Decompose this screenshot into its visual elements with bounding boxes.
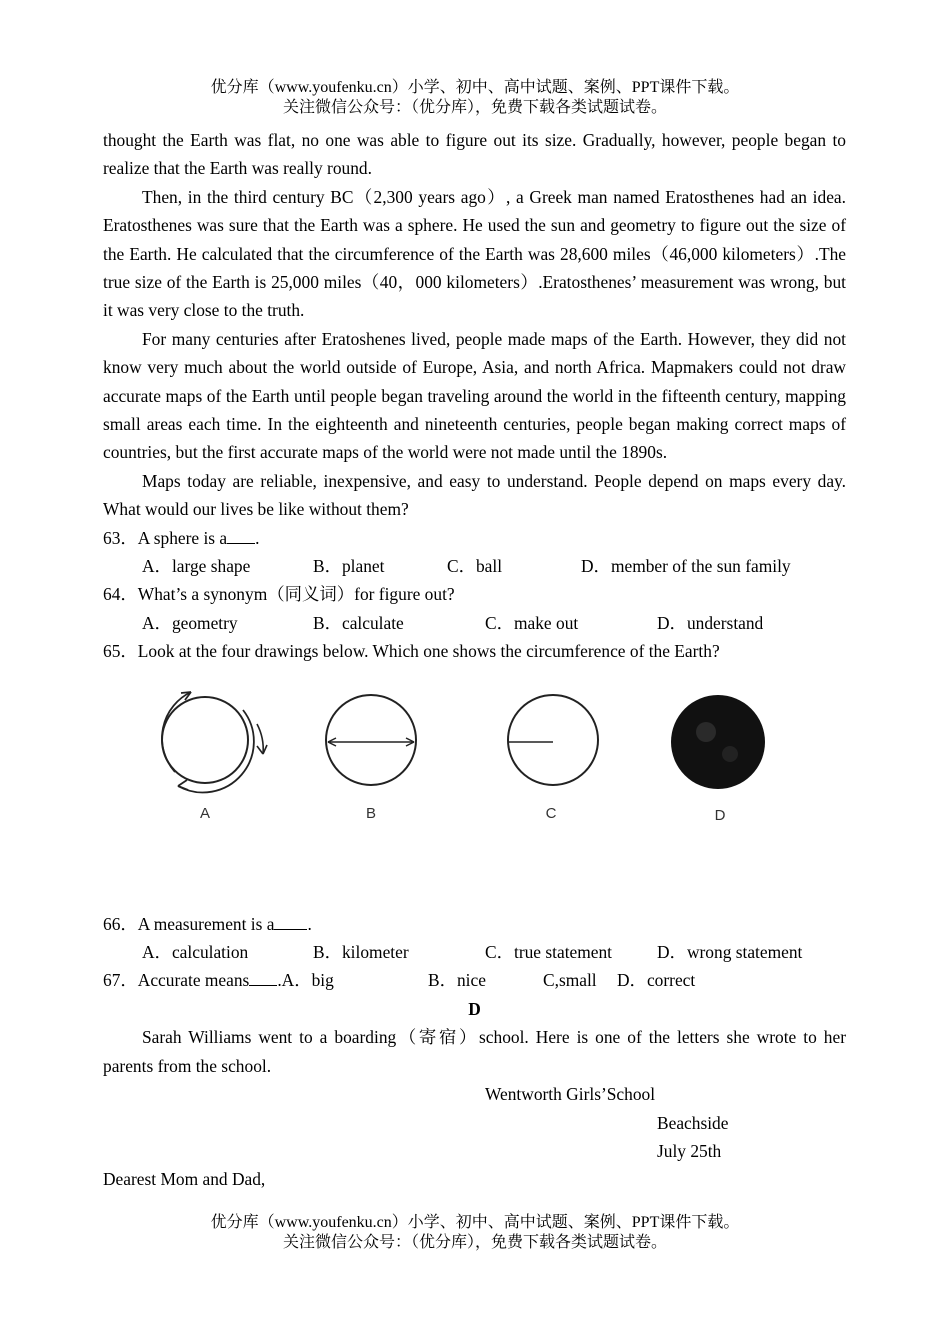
letter-address-school: Wentworth Girls’School xyxy=(485,1084,656,1105)
option-b: B．planet xyxy=(313,556,385,577)
question-63-options xyxy=(103,552,846,580)
drawing-a-label: A xyxy=(199,804,210,822)
page-footer xyxy=(0,1213,950,1253)
question-66: 66．A measurement is a . xyxy=(103,910,846,938)
letter-salutation: Dearest Mom and Dad, xyxy=(103,1169,266,1190)
drawing-a xyxy=(153,684,273,822)
filled-circle-drawing xyxy=(668,684,768,804)
section-d-heading: D xyxy=(468,998,481,1019)
passage-paragraph-4: Maps today are reliable, inexpensive, and easy to understand. People depend on maps every day. What would our lives be like without them? xyxy=(103,470,846,520)
header-line-2: 关注微信公众号：（优分库），免费下载各类试题试卷。 xyxy=(282,99,667,116)
option-c: C．make out xyxy=(485,612,579,633)
option-d: D．correct xyxy=(617,970,696,991)
circle-drawings xyxy=(103,666,846,910)
question-67 xyxy=(103,966,846,994)
option-a: .A．big xyxy=(277,970,334,991)
question-67-stem: 67．Accurate means xyxy=(103,970,250,991)
option-d: D．understand xyxy=(657,612,764,633)
option-b: B．kilometer xyxy=(313,942,409,963)
option-b: B．calculate xyxy=(313,612,404,633)
radius-drawing xyxy=(503,684,603,804)
option-d: D．wrong statement xyxy=(657,942,803,963)
letter-address-town: Beachside xyxy=(657,1112,729,1133)
passage-paragraph-2: Then, in the third century BC（2,300 years ago）, a Greek man named Eratosthenes had an idea. Eratosthenes was sure that the Earth was a sphere. He used the sun and geometry to figure out the size of the Earth. He calculated that the circumference of the Earth was 28,600 miles（46,000 kilometers）.The true size of the Earth is 25,000 miles（40，000 kilometers）.Eratosthenes’ measurement was wrong, but it was very close to the truth. xyxy=(103,186,846,321)
option-a: A．geometry xyxy=(142,612,238,633)
diameter-drawing xyxy=(321,684,421,804)
answer-blank xyxy=(274,911,307,930)
section-d-intro: Sarah Williams went to a boarding（寄宿）school. Here is one of the letters she wrote to her parents from the school. xyxy=(103,1027,846,1076)
drawing-b-label: B xyxy=(365,804,376,822)
option-c: C,small xyxy=(543,970,597,991)
drawing-c-label: C xyxy=(545,804,557,822)
question-63: 63．A sphere is a . xyxy=(103,524,846,552)
answer-blank xyxy=(227,525,255,544)
drawing-d xyxy=(668,684,768,824)
passage-paragraph-1: thought the Earth was flat, no one was able to figure out its size. Gradually, however, people began to realize that the Earth was really round. xyxy=(103,130,846,179)
question-66-options xyxy=(103,938,846,966)
option-a: A．calculation xyxy=(142,942,249,963)
letter-date: July 25th xyxy=(657,1140,722,1161)
option-a: A．large shape xyxy=(142,556,251,577)
footer-line-2: 关注微信公众号：（优分库），免费下载各类试题试卷。 xyxy=(282,1234,667,1251)
question-65: 65．Look at the four drawings below. Which one shows the circumference of the Earth? xyxy=(103,641,720,662)
header-line-1: 优分库（www.youfenku.cn）小学、初中、高中试题、案例、PPT课件下载。 xyxy=(210,79,740,96)
question-64: 64．What’s a synonym（同义词）for figure out? xyxy=(103,584,455,605)
document-body xyxy=(103,126,846,1194)
passage-paragraph-3: For many centuries after Eratoshenes lived, people made maps of the Earth. However, they did not know very much about the world outside of Europe, Asia, and north Africa. Mapmakers could not draw accurate maps of the Earth until people began traveling around the world in the fifteenth century, mapping small areas each time. In the eighteenth and nineteenth centuries, people began making correct maps of countries, but the first accurate maps of the world were not made until the 1890s. xyxy=(103,328,846,463)
drawing-d-label: D xyxy=(714,806,726,824)
answer-blank xyxy=(249,967,277,986)
circumference-arrows-drawing xyxy=(153,684,273,804)
drawing-b xyxy=(321,684,421,822)
option-b: B．nice xyxy=(428,970,486,991)
option-c: C．ball xyxy=(447,556,503,577)
footer-line-1: 优分库（www.youfenku.cn）小学、初中、高中试题、案例、PPT课件下载。 xyxy=(210,1214,740,1231)
drawing-c xyxy=(503,684,603,822)
option-d: D．member of the sun family xyxy=(581,556,791,577)
question-64-options xyxy=(103,609,846,637)
option-c: C．true statement xyxy=(485,942,613,963)
page-header xyxy=(0,78,950,118)
